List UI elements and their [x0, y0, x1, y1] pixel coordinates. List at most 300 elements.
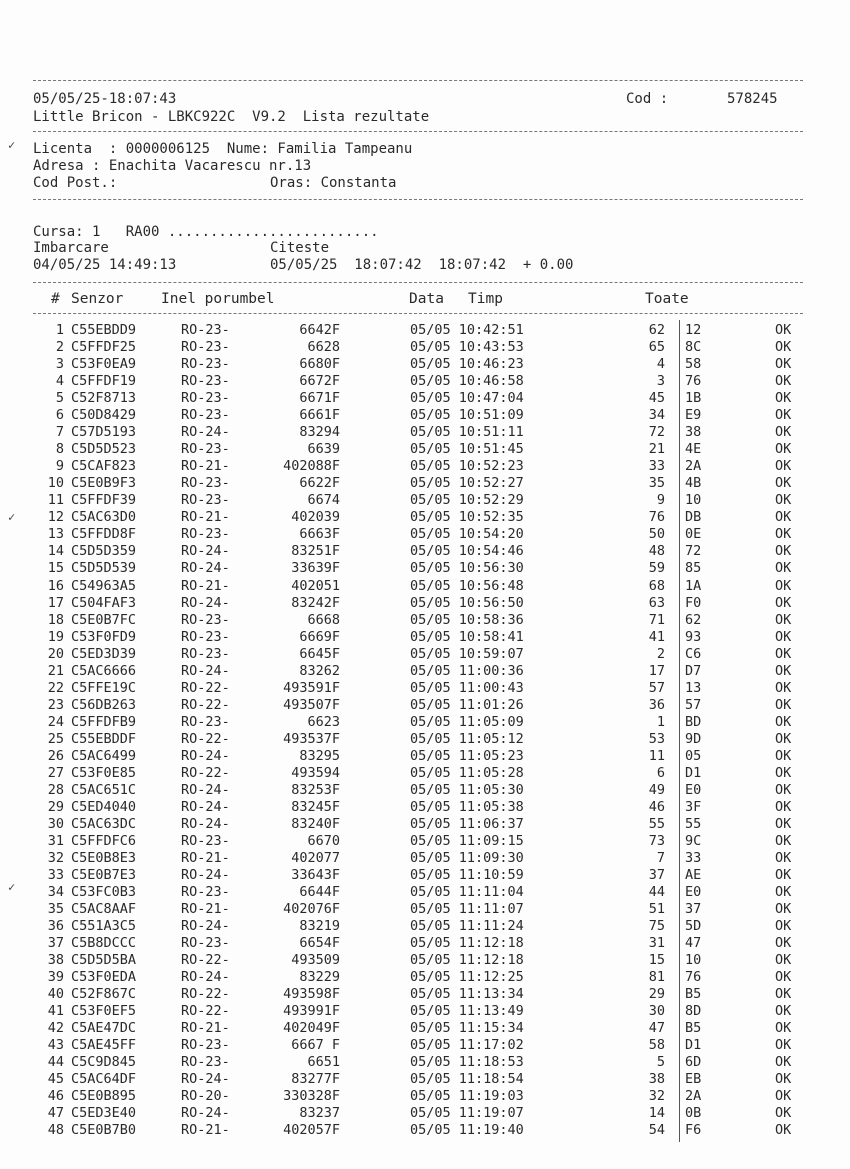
- row-index: 2: [55, 339, 64, 355]
- ring-number: 83294: [299, 424, 340, 441]
- rank-count: 5: [656, 1054, 665, 1071]
- arrival-datetime: 05/05 11:05:38: [410, 798, 524, 815]
- ring-prefix: RO-24-: [181, 781, 230, 798]
- ring-number: 83237: [299, 1105, 340, 1122]
- check-code: 10: [685, 952, 702, 969]
- status-ok: OK: [775, 645, 792, 662]
- arrival-datetime: 05/05 11:00:36: [410, 662, 524, 679]
- handwritten-tick-icon: ✓: [8, 510, 16, 524]
- table-row: [0, 765, 850, 781]
- table-row: [0, 952, 850, 968]
- rank-count: 41: [648, 628, 665, 645]
- sensor-id: C5C9D845: [71, 1054, 137, 1071]
- ring-number: 402039: [291, 509, 340, 526]
- check-code: E0: [685, 781, 702, 798]
- col-data-header: Data: [409, 291, 444, 307]
- ring-number: 493991F: [283, 1003, 340, 1020]
- ring-number: 83229: [299, 969, 340, 986]
- oras-line: Oras: Constanta: [270, 175, 397, 191]
- rank-count: 68: [648, 577, 665, 594]
- cursa-line: Cursa: 1 RA00 .........................: [33, 224, 379, 240]
- arrival-datetime: 05/05 11:06:37: [410, 815, 524, 832]
- check-code: 12: [685, 322, 702, 338]
- sensor-id: C5ED3D39: [71, 645, 137, 662]
- arrival-datetime: 05/05 10:56:48: [410, 577, 524, 594]
- check-code: 76: [685, 969, 702, 986]
- arrival-datetime: 05/05 11:11:24: [410, 918, 524, 935]
- sensor-id: C5ED3E40: [71, 1105, 137, 1122]
- status-ok: OK: [775, 969, 792, 986]
- row-index: 30: [47, 815, 64, 832]
- table-row: [0, 969, 850, 985]
- check-code: 9D: [685, 730, 702, 747]
- rank-count: 7: [656, 849, 665, 866]
- rank-count: 53: [648, 730, 665, 747]
- ring-prefix: RO-22-: [181, 1003, 230, 1020]
- table-row: [0, 339, 850, 355]
- status-ok: OK: [775, 1122, 792, 1139]
- ring-number: 6642F: [299, 322, 340, 338]
- check-code: 05: [685, 747, 702, 764]
- sensor-id: C53F0EA9: [71, 356, 137, 373]
- rank-count: 45: [648, 390, 665, 407]
- row-index: 43: [47, 1037, 64, 1054]
- rank-count: 44: [648, 884, 665, 900]
- ring-number: 402076F: [283, 901, 340, 917]
- table-row: [0, 543, 850, 559]
- table-row: [0, 595, 850, 611]
- check-code: 10: [685, 492, 702, 509]
- rank-count: 4: [656, 356, 665, 373]
- arrival-datetime: 05/05 10:54:20: [410, 526, 524, 543]
- ring-prefix: RO-22-: [181, 730, 230, 747]
- ring-number: 6645F: [299, 645, 340, 662]
- arrival-datetime: 05/05 11:10:59: [410, 867, 524, 883]
- table-row: [0, 1071, 850, 1087]
- row-index: 4: [55, 373, 64, 390]
- ring-number: 6668: [307, 611, 340, 628]
- ring-prefix: RO-21-: [181, 577, 230, 594]
- status-ok: OK: [775, 458, 792, 475]
- check-code: C6: [685, 645, 702, 662]
- row-index: 21: [47, 662, 64, 679]
- row-index: 23: [47, 696, 64, 713]
- ring-number: 6639: [307, 441, 340, 458]
- sensor-id: C5AE47DC: [71, 1020, 137, 1037]
- col-inel-header: Inel porumbel: [161, 291, 275, 307]
- table-row: [0, 714, 850, 730]
- check-code: E9: [685, 407, 702, 424]
- sensor-id: C5AC8AAF: [71, 901, 137, 917]
- status-ok: OK: [775, 611, 792, 628]
- table-row: [0, 680, 850, 696]
- sensor-id: C5ED4040: [71, 798, 137, 815]
- arrival-datetime: 05/05 10:51:45: [410, 441, 524, 458]
- row-index: 20: [47, 645, 64, 662]
- status-ok: OK: [775, 1003, 792, 1020]
- row-index: 6: [55, 407, 64, 424]
- ring-prefix: RO-24-: [181, 815, 230, 832]
- rank-count: 31: [648, 935, 665, 952]
- arrival-datetime: 05/05 10:47:04: [410, 390, 524, 407]
- sensor-id: C5FFDFB9: [71, 713, 137, 730]
- ring-prefix: RO-23-: [181, 1037, 230, 1054]
- separator: [33, 131, 803, 132]
- rank-count: 81: [648, 969, 665, 986]
- status-ok: OK: [775, 781, 792, 798]
- status-ok: OK: [775, 832, 792, 849]
- status-ok: OK: [775, 424, 792, 441]
- table-row: [0, 390, 850, 406]
- status-ok: OK: [775, 986, 792, 1003]
- arrival-datetime: 05/05 10:58:36: [410, 611, 524, 628]
- arrival-datetime: 05/05 11:13:49: [410, 1003, 524, 1020]
- ring-prefix: RO-23-: [181, 935, 230, 952]
- citeste-value: 05/05/25 18:07:42 18:07:42 + 0.00: [270, 257, 574, 273]
- check-code: BD: [685, 713, 702, 730]
- arrival-datetime: 05/05 11:05:12: [410, 730, 524, 747]
- table-row: [0, 884, 850, 900]
- separator: [33, 80, 803, 81]
- check-code: 1B: [685, 390, 702, 407]
- arrival-datetime: 05/05 11:19:40: [410, 1122, 524, 1139]
- ring-number: 6622F: [299, 475, 340, 492]
- citeste-label: Citeste: [270, 240, 330, 256]
- ring-prefix: RO-23-: [181, 407, 230, 424]
- table-row: [0, 1088, 850, 1104]
- ring-prefix: RO-21-: [181, 1122, 230, 1139]
- arrival-datetime: 05/05 11:15:34: [410, 1020, 524, 1037]
- arrival-datetime: 05/05 11:05:09: [410, 713, 524, 730]
- check-code: 93: [685, 628, 702, 645]
- arrival-datetime: 05/05 11:12:25: [410, 969, 524, 986]
- ring-number: 6670: [307, 832, 340, 849]
- cod-post-label: Cod Post.:: [33, 175, 118, 191]
- sensor-id: C5FFDFC6: [71, 832, 137, 849]
- status-ok: OK: [775, 679, 792, 696]
- row-index: 16: [47, 577, 64, 594]
- arrival-datetime: 05/05 10:52:35: [410, 509, 524, 526]
- check-code: AE: [685, 867, 702, 883]
- table-row: [0, 1054, 850, 1070]
- status-ok: OK: [775, 1105, 792, 1122]
- status-ok: OK: [775, 713, 792, 730]
- rank-count: 6: [656, 764, 665, 781]
- sensor-id: C5D5D5BA: [71, 952, 137, 969]
- row-index: 34: [47, 884, 64, 900]
- arrival-datetime: 05/05 11:18:53: [410, 1054, 524, 1071]
- row-index: 38: [47, 952, 64, 969]
- ring-prefix: RO-23-: [181, 441, 230, 458]
- table-row: [0, 646, 850, 662]
- row-index: 15: [47, 560, 64, 577]
- row-index: 10: [47, 475, 64, 492]
- arrival-datetime: 05/05 10:56:30: [410, 560, 524, 577]
- ring-number: 6651: [307, 1054, 340, 1071]
- col-senzor-header: Senzor: [71, 291, 124, 307]
- check-code: 8D: [685, 1003, 702, 1020]
- status-ok: OK: [775, 407, 792, 424]
- ring-number: 6623: [307, 713, 340, 730]
- arrival-datetime: 05/05 11:05:30: [410, 781, 524, 798]
- sensor-id: C5FFDF19: [71, 373, 137, 390]
- table-row: [0, 1003, 850, 1019]
- check-code: 76: [685, 373, 702, 390]
- ring-number: 33643F: [291, 867, 340, 883]
- row-index: 9: [55, 458, 64, 475]
- check-code: 47: [685, 935, 702, 952]
- licenta-line: Licenta : 0000006125 Nume: Familia Tampeanu: [33, 141, 413, 157]
- status-ok: OK: [775, 390, 792, 407]
- sensor-id: C53F0EF5: [71, 1003, 137, 1020]
- table-row: [0, 935, 850, 951]
- table-row: [0, 867, 850, 883]
- rank-count: 65: [648, 339, 665, 355]
- check-code: F0: [685, 594, 702, 611]
- rank-count: 9: [656, 492, 665, 509]
- ring-number: 402057F: [283, 1122, 340, 1139]
- ring-prefix: RO-23-: [181, 390, 230, 407]
- ring-prefix: RO-24-: [181, 867, 230, 883]
- ring-number: 33639F: [291, 560, 340, 577]
- row-index: 45: [47, 1071, 64, 1088]
- check-code: B5: [685, 986, 702, 1003]
- ring-prefix: RO-24-: [181, 543, 230, 560]
- sensor-id: C5E0B7FC: [71, 611, 137, 628]
- rank-count: 72: [648, 424, 665, 441]
- arrival-datetime: 05/05 11:05:28: [410, 764, 524, 781]
- check-code: 0E: [685, 526, 702, 543]
- status-ok: OK: [775, 594, 792, 611]
- table-row: [0, 697, 850, 713]
- table-row: [0, 526, 850, 542]
- ring-prefix: RO-20-: [181, 1088, 230, 1105]
- status-ok: OK: [775, 730, 792, 747]
- status-ok: OK: [775, 1071, 792, 1088]
- sensor-id: C53F0FD9: [71, 628, 137, 645]
- ring-number: 6672F: [299, 373, 340, 390]
- status-ok: OK: [775, 509, 792, 526]
- check-code: 9C: [685, 832, 702, 849]
- ring-prefix: RO-23-: [181, 322, 230, 338]
- ring-number: 493509: [291, 952, 340, 969]
- table-row: [0, 799, 850, 815]
- check-code: 85: [685, 560, 702, 577]
- arrival-datetime: 05/05 10:54:46: [410, 543, 524, 560]
- sensor-id: C52F8713: [71, 390, 137, 407]
- row-index: 42: [47, 1020, 64, 1037]
- status-ok: OK: [775, 798, 792, 815]
- arrival-datetime: 05/05 10:46:58: [410, 373, 524, 390]
- ring-number: 83251F: [291, 543, 340, 560]
- table-row: [0, 356, 850, 372]
- sensor-id: C5FFDD8F: [71, 526, 137, 543]
- row-index: 46: [47, 1088, 64, 1105]
- ring-number: 402049F: [283, 1020, 340, 1037]
- check-code: D7: [685, 662, 702, 679]
- sensor-id: C5AC63DC: [71, 815, 137, 832]
- rank-count: 54: [648, 1122, 665, 1139]
- table-row: [0, 782, 850, 798]
- table-row: [0, 424, 850, 440]
- check-code: 38: [685, 424, 702, 441]
- sensor-id: C5AC6666: [71, 662, 137, 679]
- ring-prefix: RO-24-: [181, 560, 230, 577]
- check-code: 0B: [685, 1105, 702, 1122]
- ring-prefix: RO-23-: [181, 475, 230, 492]
- arrival-datetime: 05/05 10:59:07: [410, 645, 524, 662]
- check-code: F6: [685, 1122, 702, 1139]
- check-code: 72: [685, 543, 702, 560]
- ring-number: 83262: [299, 662, 340, 679]
- rank-count: 33: [648, 458, 665, 475]
- ring-number: 6671F: [299, 390, 340, 407]
- ring-prefix: RO-23-: [181, 713, 230, 730]
- arrival-datetime: 05/05 10:51:09: [410, 407, 524, 424]
- status-ok: OK: [775, 764, 792, 781]
- table-row: [0, 322, 850, 338]
- ring-number: 83240F: [291, 815, 340, 832]
- row-index: 32: [47, 849, 64, 866]
- ring-number: 6644F: [299, 884, 340, 900]
- check-code: 55: [685, 815, 702, 832]
- separator: [33, 313, 803, 314]
- status-ok: OK: [775, 918, 792, 935]
- table-row: [0, 458, 850, 474]
- rank-count: 55: [648, 815, 665, 832]
- arrival-datetime: 05/05 11:11:04: [410, 884, 524, 900]
- check-code: 58: [685, 356, 702, 373]
- ring-prefix: RO-23-: [181, 1054, 230, 1071]
- check-code: 4E: [685, 441, 702, 458]
- check-code: 13: [685, 679, 702, 696]
- rank-count: 11: [648, 747, 665, 764]
- status-ok: OK: [775, 1088, 792, 1105]
- rank-count: 35: [648, 475, 665, 492]
- table-row: [0, 475, 850, 491]
- sensor-id: C5AE45FF: [71, 1037, 137, 1054]
- status-ok: OK: [775, 356, 792, 373]
- check-code: D1: [685, 764, 702, 781]
- table-row: [0, 731, 850, 747]
- ring-number: 6669F: [299, 628, 340, 645]
- arrival-datetime: 05/05 11:12:18: [410, 935, 524, 952]
- row-index: 37: [47, 935, 64, 952]
- ring-prefix: RO-21-: [181, 458, 230, 475]
- ring-prefix: RO-22-: [181, 764, 230, 781]
- ring-prefix: RO-22-: [181, 679, 230, 696]
- check-code: 1A: [685, 577, 702, 594]
- ring-prefix: RO-21-: [181, 509, 230, 526]
- table-row: [0, 901, 850, 917]
- sensor-id: C53FC0B3: [71, 884, 137, 900]
- row-index: 14: [47, 543, 64, 560]
- rank-count: 2: [656, 645, 665, 662]
- rank-count: 48: [648, 543, 665, 560]
- rank-count: 75: [648, 918, 665, 935]
- rank-count: 36: [648, 696, 665, 713]
- rank-count: 59: [648, 560, 665, 577]
- status-ok: OK: [775, 322, 792, 338]
- rank-count: 37: [648, 867, 665, 883]
- arrival-datetime: 05/05 11:00:43: [410, 679, 524, 696]
- table-row: [0, 748, 850, 764]
- rank-count: 76: [648, 509, 665, 526]
- status-ok: OK: [775, 628, 792, 645]
- row-index: 28: [47, 781, 64, 798]
- rank-count: 73: [648, 832, 665, 849]
- arrival-datetime: 05/05 11:12:18: [410, 952, 524, 969]
- ring-prefix: RO-22-: [181, 952, 230, 969]
- rank-count: 50: [648, 526, 665, 543]
- arrival-datetime: 05/05 10:43:53: [410, 339, 524, 355]
- check-code: D1: [685, 1037, 702, 1054]
- status-ok: OK: [775, 441, 792, 458]
- sensor-id: C55EBDD9: [71, 322, 137, 338]
- status-ok: OK: [775, 815, 792, 832]
- check-code: DB: [685, 509, 702, 526]
- adresa-line: Adresa : Enachita Vacarescu nr.13: [33, 158, 312, 174]
- table-row: [0, 918, 850, 934]
- rank-count: 15: [648, 952, 665, 969]
- ring-prefix: RO-23-: [181, 492, 230, 509]
- ring-prefix: RO-24-: [181, 1105, 230, 1122]
- row-index: 1: [55, 322, 64, 338]
- sensor-id: C52F867C: [71, 986, 137, 1003]
- arrival-datetime: 05/05 11:19:07: [410, 1105, 524, 1122]
- check-code: 6D: [685, 1054, 702, 1071]
- table-row: [0, 578, 850, 594]
- separator: [33, 199, 803, 200]
- row-index: 13: [47, 526, 64, 543]
- table-row: [0, 560, 850, 576]
- imbarcare-label: Imbarcare: [33, 240, 109, 256]
- sensor-id: C54963A5: [71, 577, 137, 594]
- ring-number: 402077: [291, 849, 340, 866]
- row-index: 24: [47, 713, 64, 730]
- status-ok: OK: [775, 1054, 792, 1071]
- arrival-datetime: 05/05 11:05:23: [410, 747, 524, 764]
- rank-count: 34: [648, 407, 665, 424]
- rank-count: 49: [648, 781, 665, 798]
- sensor-id: C504FAF3: [71, 594, 137, 611]
- rank-count: 14: [648, 1105, 665, 1122]
- status-ok: OK: [775, 952, 792, 969]
- rank-count: 46: [648, 798, 665, 815]
- table-row: [0, 441, 850, 457]
- sensor-id: C5D5D539: [71, 560, 137, 577]
- check-code: 2A: [685, 1088, 702, 1105]
- cod-value: 578245: [727, 91, 778, 107]
- rank-count: 30: [648, 1003, 665, 1020]
- row-index: 3: [55, 356, 64, 373]
- status-ok: OK: [775, 1020, 792, 1037]
- ring-number: 6667 F: [291, 1037, 340, 1054]
- ring-prefix: RO-23-: [181, 526, 230, 543]
- table-row: [0, 1037, 850, 1053]
- handwritten-tick-icon: ✓: [8, 138, 16, 152]
- table-row: [0, 850, 850, 866]
- row-index: 29: [47, 798, 64, 815]
- arrival-datetime: 05/05 10:56:50: [410, 594, 524, 611]
- check-code: B5: [685, 1020, 702, 1037]
- ring-number: 6661F: [299, 407, 340, 424]
- ring-prefix: RO-23-: [181, 832, 230, 849]
- row-index: 36: [47, 918, 64, 935]
- row-index: 25: [47, 730, 64, 747]
- ring-prefix: RO-24-: [181, 594, 230, 611]
- ring-number: 330328F: [283, 1088, 340, 1105]
